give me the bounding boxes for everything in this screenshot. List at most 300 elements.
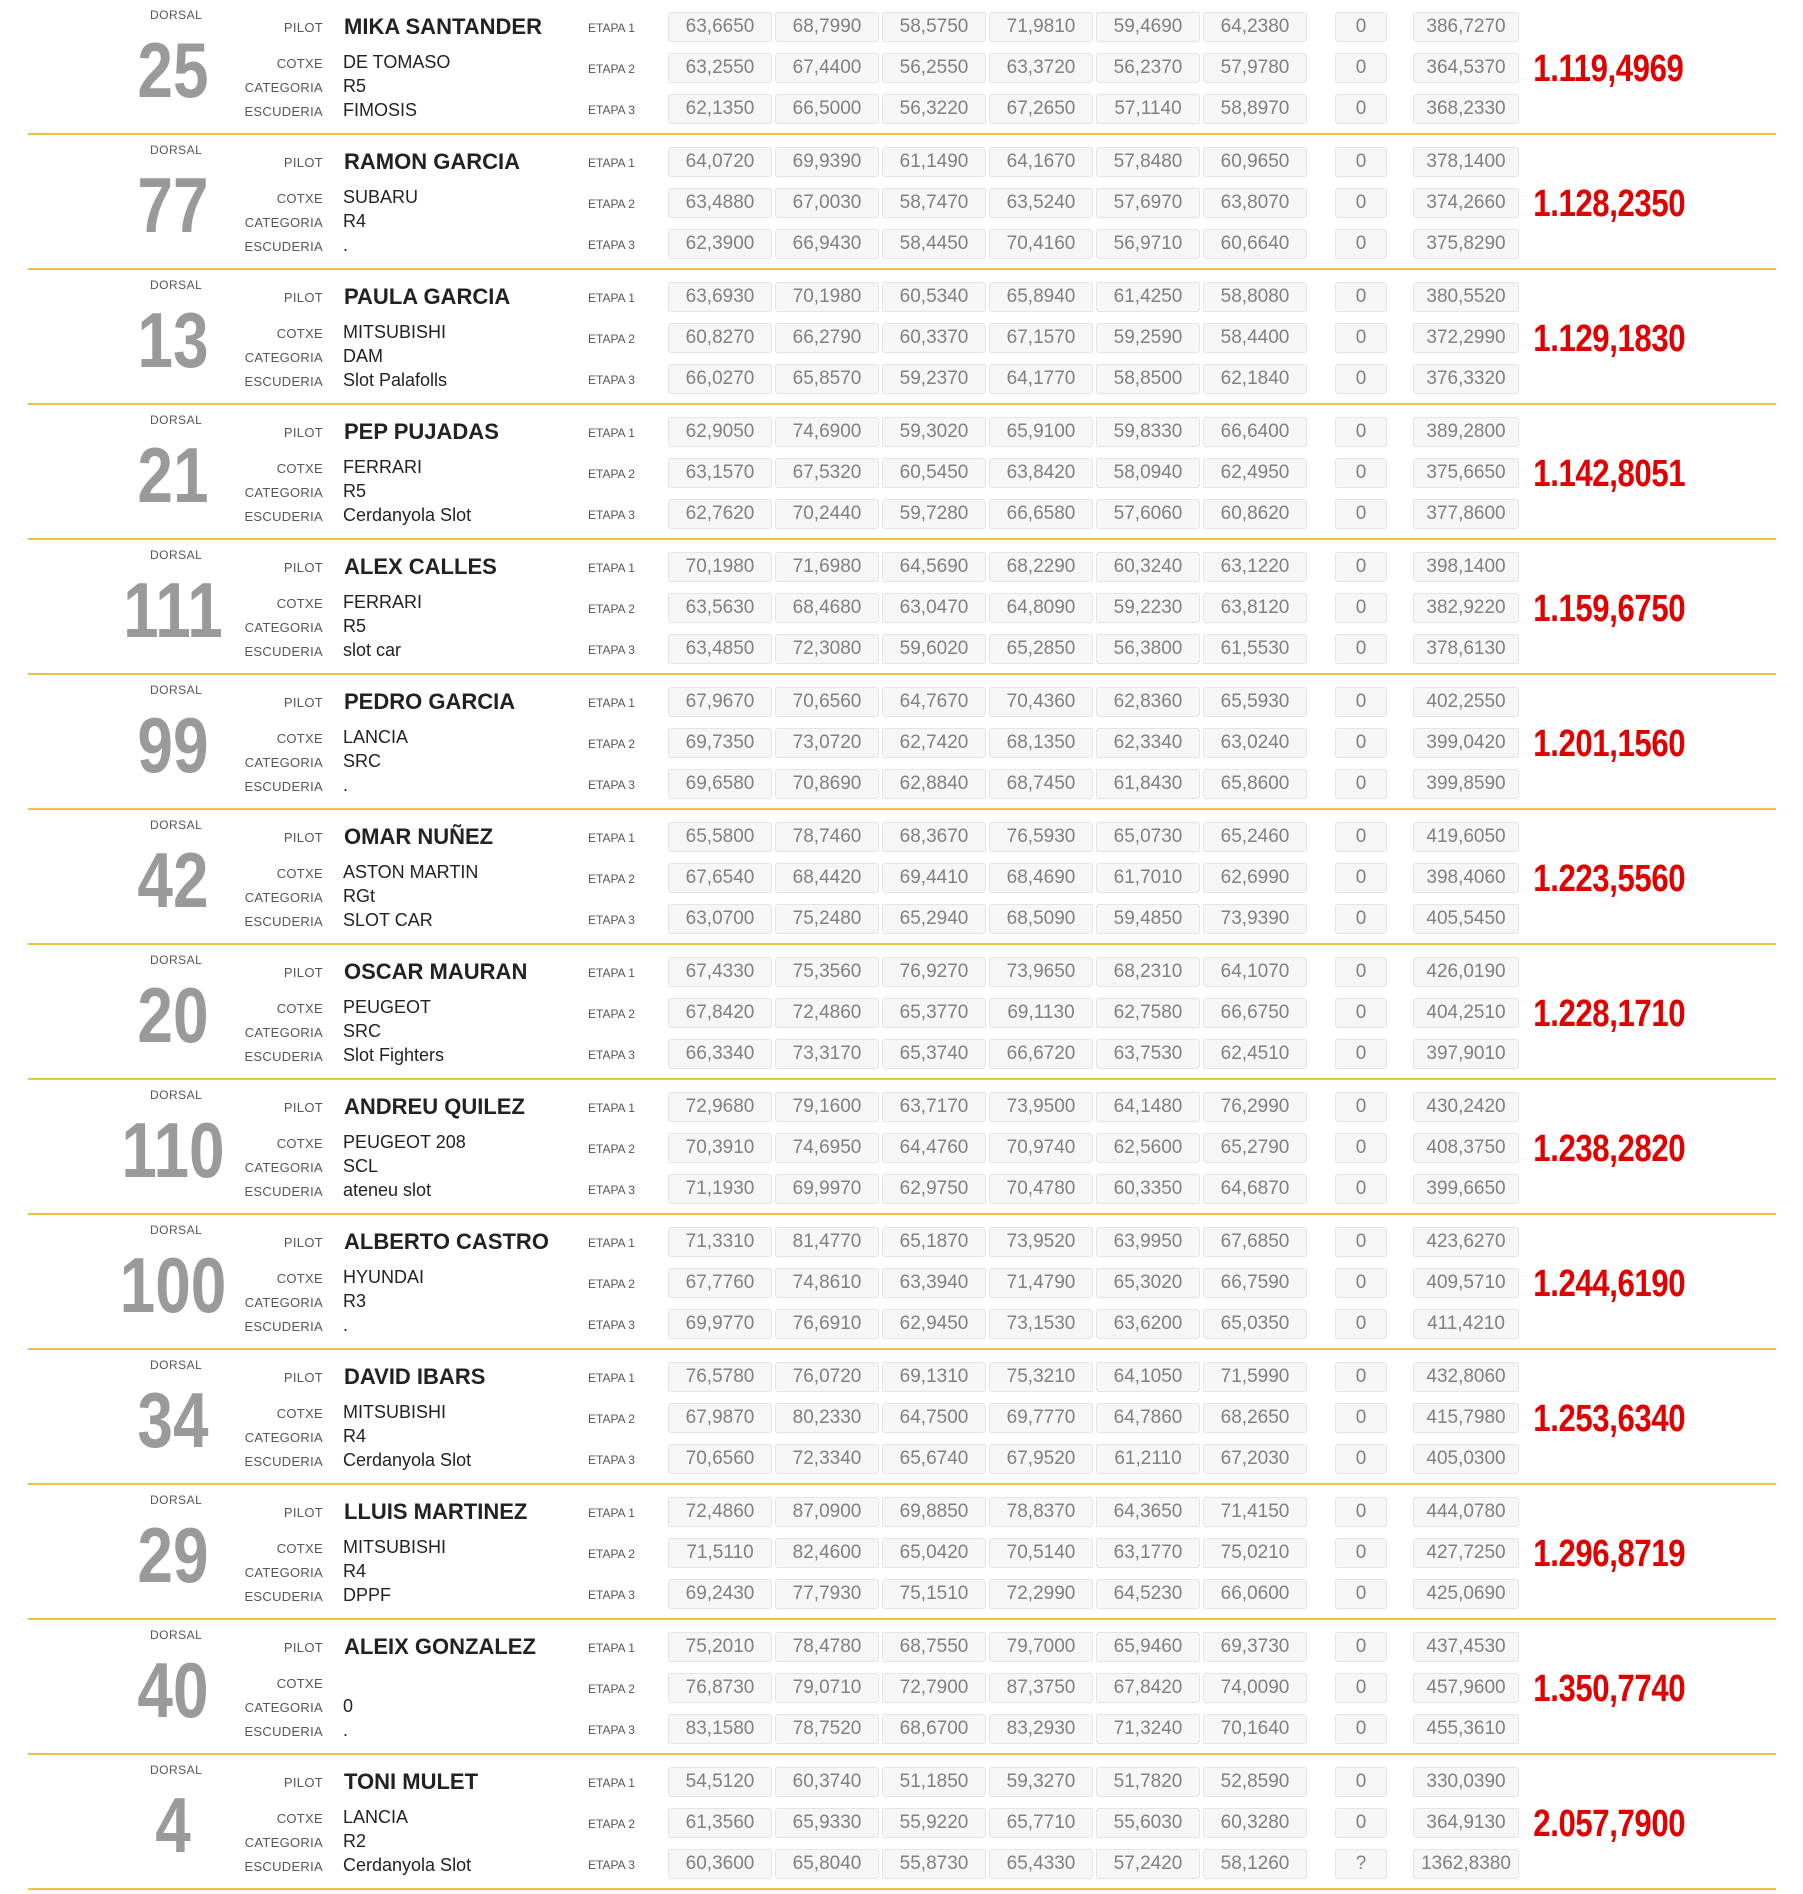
stage-total-cell: 405,5450 (1413, 904, 1519, 934)
time-cell: 68,2650 (1203, 1403, 1307, 1433)
stage-total-cell: 377,8600 (1413, 499, 1519, 529)
time-cell: 65,3740 (882, 1039, 986, 1069)
pilot-name: DAVID IBARS (344, 1364, 486, 1389)
cotxe-value: LANCIA (343, 1807, 409, 1827)
penalty-cell: 0 (1335, 1362, 1387, 1392)
categoria-value: R4 (343, 211, 367, 231)
time-cell: 63,4880 (668, 188, 772, 218)
stage-total-cell: 430,2420 (1413, 1092, 1519, 1122)
total-time: 1.142,8051 (1533, 453, 1686, 495)
stage-total-cell: 409,5710 (1413, 1268, 1519, 1298)
time-cell: 59,4850 (1096, 904, 1200, 934)
stage-label: ETAPA 1 (588, 696, 635, 710)
time-cell: 68,2310 (1096, 957, 1200, 987)
stage-label: ETAPA 1 (588, 1371, 635, 1385)
cotxe-label: COTXE (276, 1136, 323, 1151)
total-time: 1.223,5560 (1533, 858, 1686, 900)
dorsal-number: 13 (137, 296, 209, 384)
stage-label: ETAPA 3 (588, 508, 635, 522)
time-cell: 59,3270 (989, 1767, 1093, 1797)
entry-row (28, 1620, 1776, 1755)
pilot-label: PILOT (283, 695, 323, 710)
time-cell: 74,0090 (1203, 1673, 1307, 1703)
categoria-value: R3 (343, 1291, 367, 1311)
escuderia-value: Cerdanyola Slot (343, 505, 472, 525)
escuderia-label: ESCUDERIA (244, 644, 323, 659)
stage-label: ETAPA 3 (588, 103, 635, 117)
time-cell: 60,8620 (1203, 499, 1307, 529)
entry-row (28, 1350, 1776, 1485)
categoria-value: R2 (343, 1831, 367, 1851)
pilot-label: PILOT (283, 965, 323, 980)
time-cell: 63,8070 (1203, 188, 1307, 218)
time-cell: 67,4330 (668, 957, 772, 987)
stage-total-cell: 386,7270 (1413, 12, 1519, 42)
entry-row (28, 405, 1776, 540)
cotxe-label: COTXE (276, 731, 323, 746)
time-cell: 51,7820 (1096, 1767, 1200, 1797)
time-cell: 70,4360 (989, 687, 1093, 717)
penalty-cell: 0 (1335, 593, 1387, 623)
entry-row (28, 945, 1776, 1080)
time-cell: 65,0420 (882, 1538, 986, 1568)
escuderia-value: FIMOSIS (343, 100, 418, 120)
stage-total-cell: 375,8290 (1413, 229, 1519, 259)
categoria-label: CATEGORIA (244, 80, 323, 95)
time-cell: 78,7460 (775, 822, 879, 852)
escuderia-label: ESCUDERIA (244, 1454, 323, 1469)
stage-total-cell: 404,2510 (1413, 998, 1519, 1028)
stage-total-cell: 402,2550 (1413, 687, 1519, 717)
time-cell: 62,8840 (882, 769, 986, 799)
stage-label: ETAPA 3 (588, 1588, 635, 1602)
dorsal-number: 99 (137, 701, 209, 789)
time-cell: 69,3730 (1203, 1632, 1307, 1662)
time-cell: 75,0210 (1203, 1538, 1307, 1568)
time-cell: 64,7670 (882, 687, 986, 717)
cotxe-value: SUBARU (343, 187, 419, 207)
categoria-value: SRC (343, 1021, 382, 1041)
cotxe-value: MITSUBISHI (343, 322, 447, 342)
total-time: 1.201,1560 (1533, 723, 1686, 765)
time-cell: 69,1310 (882, 1362, 986, 1392)
time-cell: 65,7710 (989, 1808, 1093, 1838)
time-cell: 66,6720 (989, 1039, 1093, 1069)
stage-label: ETAPA 2 (588, 1277, 635, 1291)
time-cell: 62,1840 (1203, 364, 1307, 394)
time-cell: 70,6560 (775, 687, 879, 717)
dorsal-label: DORSAL (150, 143, 203, 157)
penalty-cell: 0 (1335, 417, 1387, 447)
time-cell: 57,2420 (1096, 1849, 1200, 1879)
time-cell: 62,9750 (882, 1174, 986, 1204)
time-cell: 58,8500 (1096, 364, 1200, 394)
time-cell: 65,2790 (1203, 1133, 1307, 1163)
time-cell: 61,2110 (1096, 1444, 1200, 1474)
pilot-name: RAMON GARCIA (344, 149, 520, 174)
cotxe-label: COTXE (276, 1271, 323, 1286)
time-cell: 56,2550 (882, 53, 986, 83)
dorsal-number: 21 (137, 431, 209, 519)
categoria-label: CATEGORIA (244, 620, 323, 635)
cotxe-value: MITSUBISHI (343, 1537, 447, 1557)
penalty-cell: 0 (1335, 1174, 1387, 1204)
pilot-name: PEDRO GARCIA (344, 689, 516, 714)
time-cell: 58,1260 (1203, 1849, 1307, 1879)
time-cell: 63,5630 (668, 593, 772, 623)
categoria-value: R4 (343, 1561, 367, 1581)
penalty-cell: 0 (1335, 1538, 1387, 1568)
time-cell: 61,5530 (1203, 634, 1307, 664)
time-cell: 66,2790 (775, 323, 879, 353)
stage-label: ETAPA 2 (588, 1547, 635, 1561)
time-cell: 66,6580 (989, 499, 1093, 529)
time-cell: 72,4860 (775, 998, 879, 1028)
time-cell: 63,4850 (668, 634, 772, 664)
time-cell: 73,1530 (989, 1309, 1093, 1339)
stage-label: ETAPA 1 (588, 291, 635, 305)
stage-total-cell: 411,4210 (1413, 1309, 1519, 1339)
dorsal-label: DORSAL (150, 8, 203, 22)
time-cell: 73,3170 (775, 1039, 879, 1069)
stage-label: ETAPA 2 (588, 332, 635, 346)
time-cell: 62,4950 (1203, 458, 1307, 488)
escuderia-label: ESCUDERIA (244, 914, 323, 929)
time-cell: 67,9670 (668, 687, 772, 717)
penalty-cell: 0 (1335, 364, 1387, 394)
time-cell: 60,3350 (1096, 1174, 1200, 1204)
time-cell: 66,0600 (1203, 1579, 1307, 1609)
stage-label: ETAPA 1 (588, 1236, 635, 1250)
time-cell: 73,9520 (989, 1227, 1093, 1257)
time-cell: 59,4690 (1096, 12, 1200, 42)
entry-row (28, 0, 1776, 135)
stage-total-cell: 426,0190 (1413, 957, 1519, 987)
time-cell: 70,8690 (775, 769, 879, 799)
stage-label: ETAPA 2 (588, 1412, 635, 1426)
time-cell: 63,1570 (668, 458, 772, 488)
pilot-label: PILOT (283, 425, 323, 440)
cotxe-value: HYUNDAI (343, 1267, 425, 1287)
stage-label: ETAPA 2 (588, 467, 635, 481)
time-cell: 63,7170 (882, 1092, 986, 1122)
dorsal-label: DORSAL (150, 953, 203, 967)
time-cell: 67,0030 (775, 188, 879, 218)
time-cell: 65,2850 (989, 634, 1093, 664)
time-cell: 67,2030 (1203, 1444, 1307, 1474)
escuderia-value: ateneu slot (343, 1180, 432, 1200)
time-cell: 57,6060 (1096, 499, 1200, 529)
time-cell: 70,1980 (775, 282, 879, 312)
time-cell: 57,1140 (1096, 94, 1200, 124)
escuderia-value: slot car (343, 640, 402, 660)
time-cell: 76,2990 (1203, 1092, 1307, 1122)
time-cell: 67,8420 (1096, 1673, 1200, 1703)
total-time: 1.238,2820 (1533, 1128, 1686, 1170)
time-cell: 67,4400 (775, 53, 879, 83)
time-cell: 65,9100 (989, 417, 1093, 447)
penalty-cell: 0 (1335, 1808, 1387, 1838)
time-cell: 64,4760 (882, 1133, 986, 1163)
stage-total-cell: 378,1400 (1413, 147, 1519, 177)
time-cell: 66,6400 (1203, 417, 1307, 447)
stage-total-cell: 389,2800 (1413, 417, 1519, 447)
time-cell: 64,5230 (1096, 1579, 1200, 1609)
time-cell: 69,9970 (775, 1174, 879, 1204)
time-cell: 63,1770 (1096, 1538, 1200, 1568)
dorsal-number: 77 (137, 161, 209, 249)
time-cell: 73,9650 (989, 957, 1093, 987)
cotxe-label: COTXE (276, 326, 323, 341)
time-cell: 60,5450 (882, 458, 986, 488)
time-cell: 69,6580 (668, 769, 772, 799)
time-cell: 71,3310 (668, 1227, 772, 1257)
time-cell: 65,2460 (1203, 822, 1307, 852)
stage-label: ETAPA 3 (588, 1048, 635, 1062)
stage-total-cell: 425,0690 (1413, 1579, 1519, 1609)
dorsal-label: DORSAL (150, 1493, 203, 1507)
time-cell: 62,4510 (1203, 1039, 1307, 1069)
time-cell: 80,2330 (775, 1403, 879, 1433)
time-cell: 59,7280 (882, 499, 986, 529)
penalty-cell: 0 (1335, 1227, 1387, 1257)
cotxe-label: COTXE (276, 1001, 323, 1016)
categoria-label: CATEGORIA (244, 485, 323, 500)
pilot-label: PILOT (283, 290, 323, 305)
stage-total-cell: 427,7250 (1413, 1538, 1519, 1568)
time-cell: 70,5140 (989, 1538, 1093, 1568)
stage-total-cell: 378,6130 (1413, 634, 1519, 664)
time-cell: 55,9220 (882, 1808, 986, 1838)
penalty-cell: 0 (1335, 147, 1387, 177)
time-cell: 64,1070 (1203, 957, 1307, 987)
categoria-label: CATEGORIA (244, 1835, 323, 1850)
time-cell: 69,1130 (989, 998, 1093, 1028)
stage-label: ETAPA 2 (588, 1142, 635, 1156)
stage-label: ETAPA 1 (588, 831, 635, 845)
penalty-cell: 0 (1335, 1039, 1387, 1069)
penalty-cell: 0 (1335, 1092, 1387, 1122)
entry-row (28, 135, 1776, 270)
escuderia-label: ESCUDERIA (244, 1184, 323, 1199)
time-cell: 64,5690 (882, 552, 986, 582)
escuderia-value: . (343, 235, 349, 255)
time-cell: 67,5320 (775, 458, 879, 488)
time-cell: 58,8080 (1203, 282, 1307, 312)
escuderia-label: ESCUDERIA (244, 104, 323, 119)
categoria-value: R5 (343, 481, 367, 501)
cotxe-value: FERRARI (343, 592, 423, 612)
stage-label: ETAPA 2 (588, 1007, 635, 1021)
time-cell: 65,0730 (1096, 822, 1200, 852)
pilot-name: MIKA SANTANDER (344, 14, 542, 39)
dorsal-label: DORSAL (150, 1763, 203, 1777)
time-cell: 65,6740 (882, 1444, 986, 1474)
stage-total-cell: 368,2330 (1413, 94, 1519, 124)
time-cell: 71,4790 (989, 1268, 1093, 1298)
total-time: 1.119,4969 (1533, 48, 1684, 90)
time-cell: 72,2990 (989, 1579, 1093, 1609)
time-cell: 60,5340 (882, 282, 986, 312)
time-cell: 71,5110 (668, 1538, 772, 1568)
time-cell: 63,9950 (1096, 1227, 1200, 1257)
stage-label: ETAPA 2 (588, 62, 635, 76)
escuderia-value: . (343, 1315, 349, 1335)
time-cell: 55,6030 (1096, 1808, 1200, 1838)
time-cell: 70,4160 (989, 229, 1093, 259)
penalty-cell: 0 (1335, 822, 1387, 852)
time-cell: 62,8360 (1096, 687, 1200, 717)
time-cell: 79,7000 (989, 1632, 1093, 1662)
time-cell: 66,6750 (1203, 998, 1307, 1028)
time-cell: 64,6870 (1203, 1174, 1307, 1204)
penalty-cell: 0 (1335, 728, 1387, 758)
pilot-label: PILOT (283, 560, 323, 575)
cotxe-label: COTXE (276, 1676, 323, 1691)
categoria-label: CATEGORIA (244, 1700, 323, 1715)
penalty-cell: 0 (1335, 957, 1387, 987)
time-cell: 67,8420 (668, 998, 772, 1028)
time-cell: 73,9390 (1203, 904, 1307, 934)
penalty-cell: 0 (1335, 1497, 1387, 1527)
escuderia-label: ESCUDERIA (244, 1319, 323, 1334)
dorsal-number: 111 (123, 566, 223, 654)
time-cell: 78,4780 (775, 1632, 879, 1662)
time-cell: 62,1350 (668, 94, 772, 124)
time-cell: 56,9710 (1096, 229, 1200, 259)
categoria-value: RGt (343, 886, 376, 906)
time-cell: 63,8420 (989, 458, 1093, 488)
time-cell: 76,6910 (775, 1309, 879, 1339)
time-cell: 60,3370 (882, 323, 986, 353)
categoria-value: SRC (343, 751, 382, 771)
stage-total-cell: 415,7980 (1413, 1403, 1519, 1433)
time-cell: 72,9680 (668, 1092, 772, 1122)
escuderia-value: Cerdanyola Slot (343, 1855, 472, 1875)
time-cell: 60,6640 (1203, 229, 1307, 259)
pilot-label: PILOT (283, 20, 323, 35)
time-cell: 66,9430 (775, 229, 879, 259)
time-cell: 71,5990 (1203, 1362, 1307, 1392)
escuderia-value: DPPF (343, 1585, 392, 1605)
stage-total-cell: 374,2660 (1413, 188, 1519, 218)
categoria-label: CATEGORIA (244, 215, 323, 230)
stage-total-cell: 457,9600 (1413, 1673, 1519, 1703)
time-cell: 64,1480 (1096, 1092, 1200, 1122)
penalty-cell: 0 (1335, 634, 1387, 664)
escuderia-label: ESCUDERIA (244, 1589, 323, 1604)
time-cell: 68,6700 (882, 1714, 986, 1744)
dorsal-label: DORSAL (150, 1628, 203, 1642)
time-cell: 63,6930 (668, 282, 772, 312)
stage-label: ETAPA 3 (588, 913, 635, 927)
cotxe-label: COTXE (276, 56, 323, 71)
pilot-name: TONI MULET (344, 1769, 479, 1794)
cotxe-value: MITSUBISHI (343, 1402, 447, 1422)
time-cell: 68,7550 (882, 1632, 986, 1662)
time-cell: 63,5240 (989, 188, 1093, 218)
cotxe-label: COTXE (276, 1811, 323, 1826)
time-cell: 76,9270 (882, 957, 986, 987)
time-cell: 56,3800 (1096, 634, 1200, 664)
time-cell: 62,7580 (1096, 998, 1200, 1028)
time-cell: 69,9770 (668, 1309, 772, 1339)
dorsal-number: 20 (137, 971, 209, 1059)
time-cell: 71,4150 (1203, 1497, 1307, 1527)
penalty-cell: 0 (1335, 1403, 1387, 1433)
categoria-value: 0 (343, 1696, 354, 1716)
stage-label: ETAPA 3 (588, 238, 635, 252)
categoria-label: CATEGORIA (244, 755, 323, 770)
penalty-cell: 0 (1335, 94, 1387, 124)
dorsal-number: 110 (121, 1106, 225, 1194)
stage-total-cell: 405,0300 (1413, 1444, 1519, 1474)
categoria-value: R5 (343, 616, 367, 636)
categoria-label: CATEGORIA (244, 1565, 323, 1580)
categoria-value: R5 (343, 76, 367, 96)
time-cell: 63,0700 (668, 904, 772, 934)
stage-total-cell: 419,6050 (1413, 822, 1519, 852)
time-cell: 65,2940 (882, 904, 986, 934)
time-cell: 63,0470 (882, 593, 986, 623)
time-cell: 81,4770 (775, 1227, 879, 1257)
entry-row (28, 1485, 1776, 1620)
pilot-name: ALEIX GONZALEZ (344, 1634, 536, 1659)
time-cell: 68,7990 (775, 12, 879, 42)
time-cell: 58,7470 (882, 188, 986, 218)
time-cell: 59,3020 (882, 417, 986, 447)
time-cell: 68,7450 (989, 769, 1093, 799)
time-cell: 56,3220 (882, 94, 986, 124)
time-cell: 74,6950 (775, 1133, 879, 1163)
time-cell: 65,8570 (775, 364, 879, 394)
stage-label: ETAPA 3 (588, 1723, 635, 1737)
stage-label: ETAPA 1 (588, 21, 635, 35)
time-cell: 87,3750 (989, 1673, 1093, 1703)
time-cell: 62,5600 (1096, 1133, 1200, 1163)
time-cell: 62,9050 (668, 417, 772, 447)
pilot-label: PILOT (283, 1100, 323, 1115)
time-cell: 61,8430 (1096, 769, 1200, 799)
dorsal-label: DORSAL (150, 413, 203, 427)
escuderia-value: . (343, 775, 349, 795)
time-cell: 78,7520 (775, 1714, 879, 1744)
pilot-name: ALEX CALLES (344, 554, 497, 579)
pilot-label: PILOT (283, 1235, 323, 1250)
time-cell: 73,0720 (775, 728, 879, 758)
time-cell: 61,3560 (668, 1808, 772, 1838)
stage-total-cell: 398,4060 (1413, 863, 1519, 893)
escuderia-label: ESCUDERIA (244, 239, 323, 254)
dorsal-number: 42 (137, 836, 209, 924)
penalty-cell: 0 (1335, 1268, 1387, 1298)
total-time: 1.129,1830 (1533, 318, 1686, 360)
categoria-label: CATEGORIA (244, 1160, 323, 1175)
time-cell: 67,6850 (1203, 1227, 1307, 1257)
penalty-cell: 0 (1335, 499, 1387, 529)
stage-total-cell: 423,6270 (1413, 1227, 1519, 1257)
time-cell: 61,1490 (882, 147, 986, 177)
time-cell: 51,1850 (882, 1767, 986, 1797)
total-time: 2.057,7900 (1533, 1803, 1686, 1845)
stage-total-cell: 432,8060 (1413, 1362, 1519, 1392)
time-cell: 64,1770 (989, 364, 1093, 394)
time-cell: 77,7930 (775, 1579, 879, 1609)
stage-label: ETAPA 1 (588, 1641, 635, 1655)
time-cell: 57,6970 (1096, 188, 1200, 218)
time-cell: 65,5930 (1203, 687, 1307, 717)
time-cell: 82,4600 (775, 1538, 879, 1568)
